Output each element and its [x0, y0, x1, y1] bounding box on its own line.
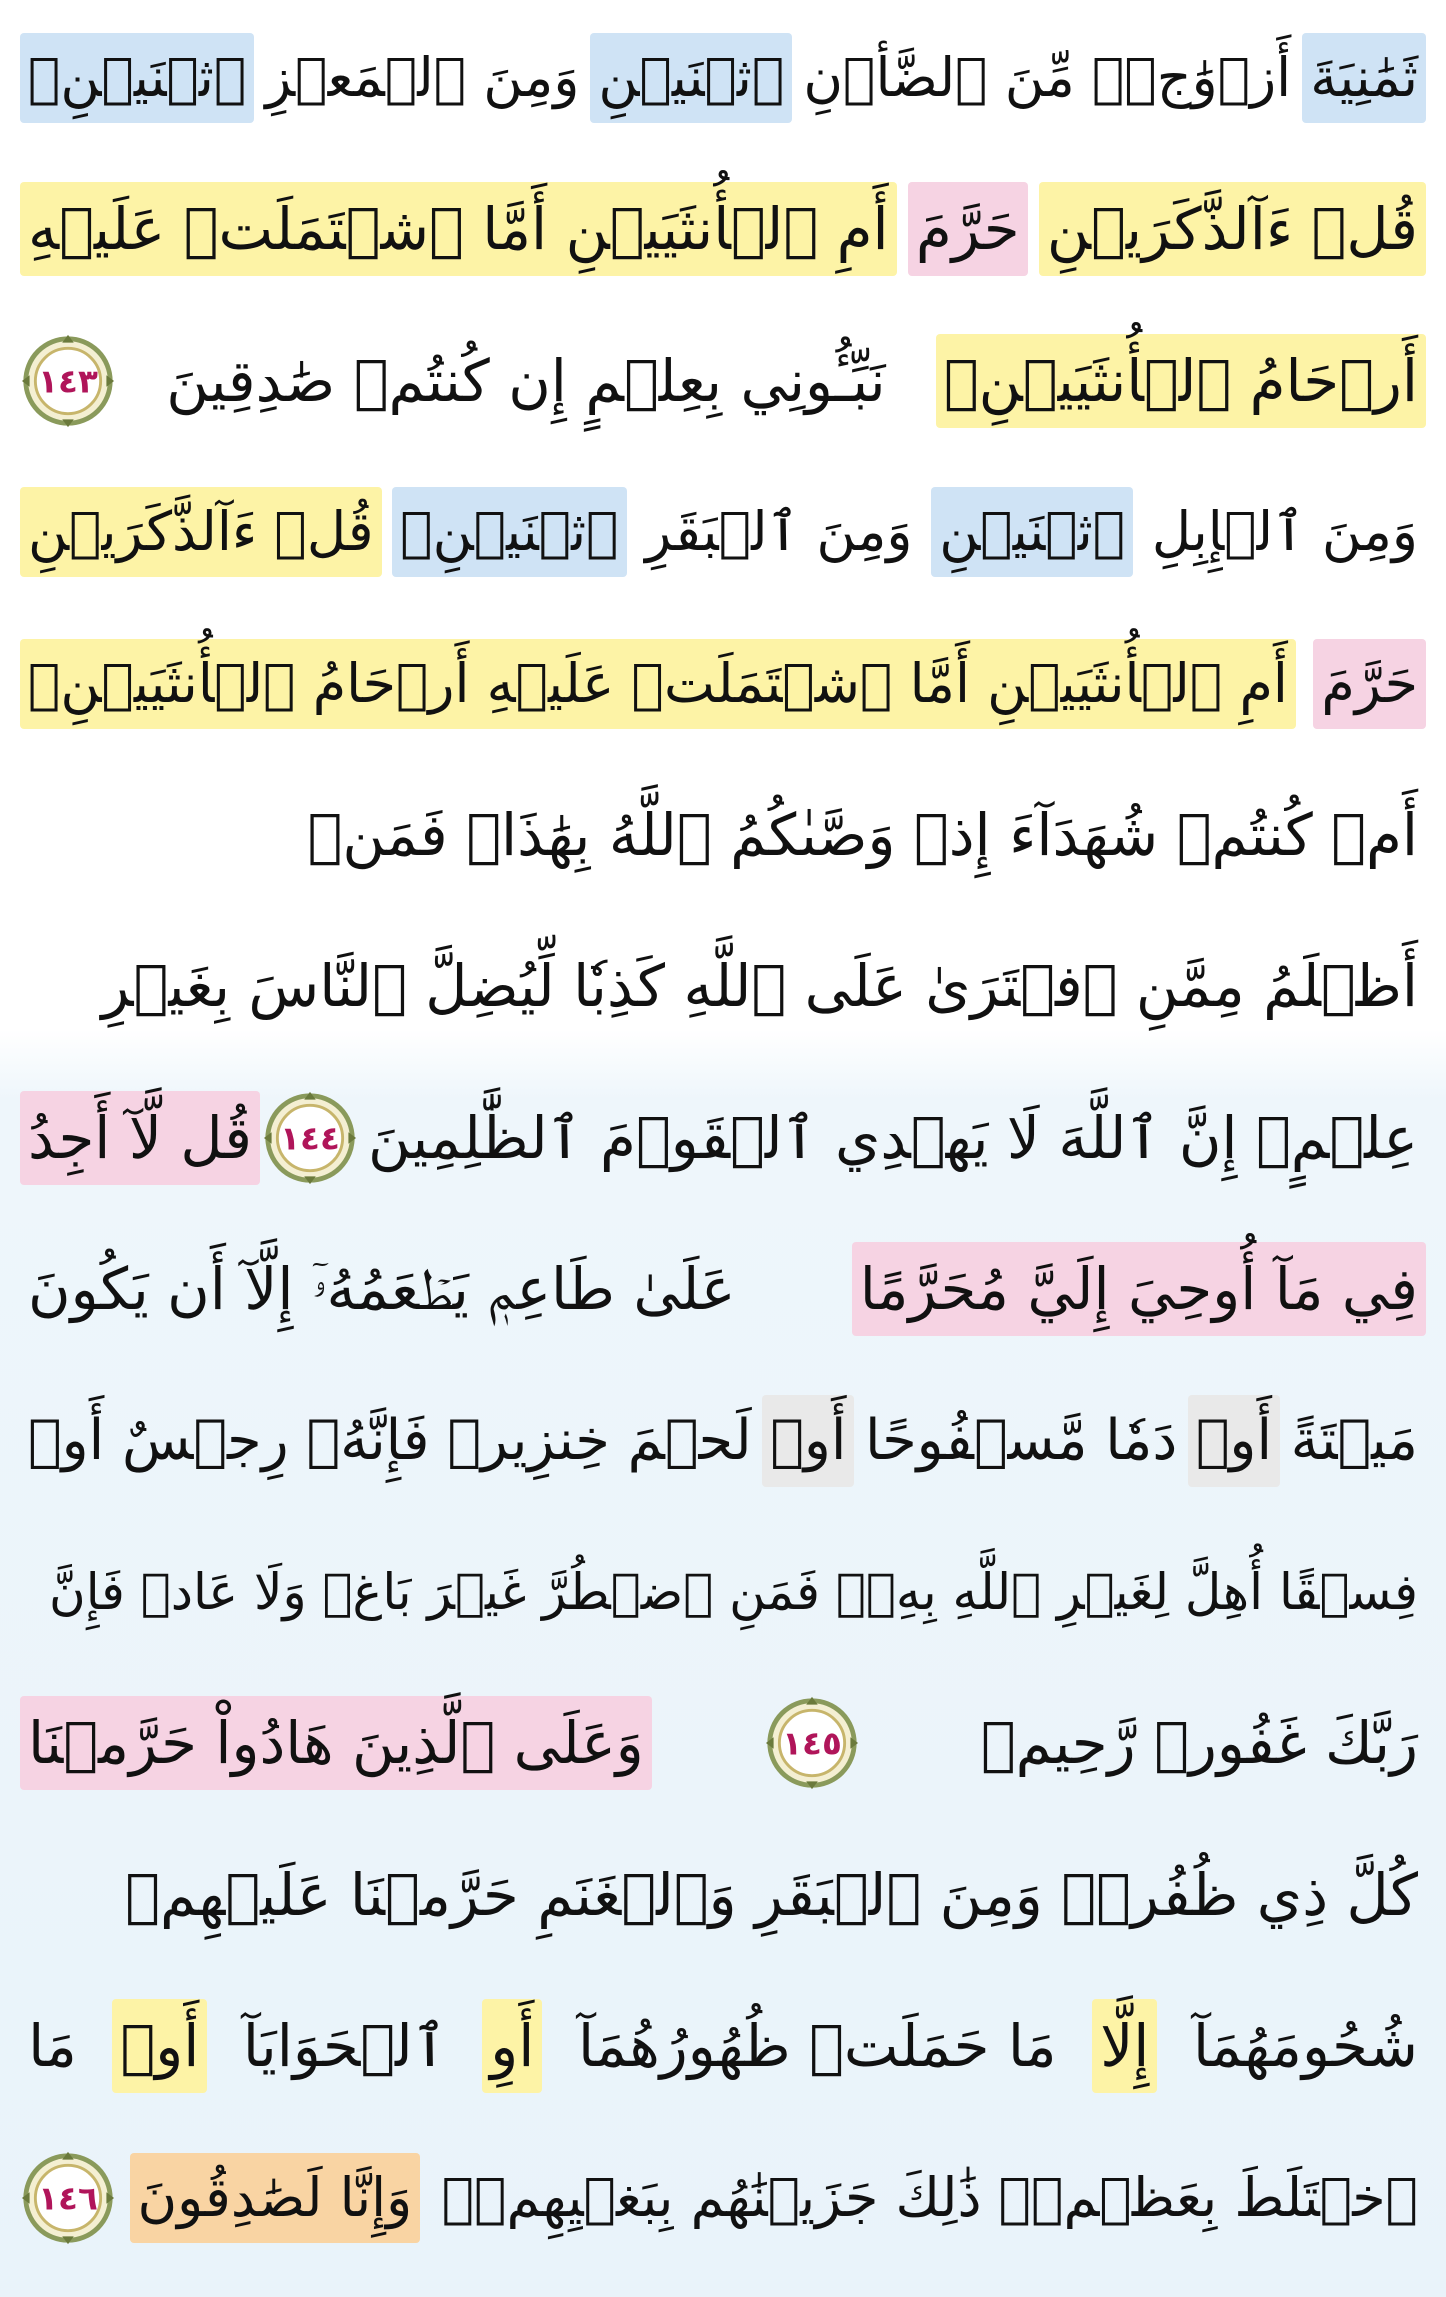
highlighted-phrase: حَرَّمَ	[908, 182, 1028, 276]
ayah-marker-ornament-icon	[20, 2150, 116, 2246]
verse-line	[20, 8, 1426, 148]
verse-line	[20, 765, 1426, 905]
verse-line	[20, 311, 1426, 451]
verse-text: عِلۡمٍۚ إِنَّ ٱللَّهَ لَا يَهۡدِي ٱلۡقَوۡمَ ٱلظَّٰلِمِينَ	[367, 1103, 1418, 1172]
highlighted-phrase: أَوۡ	[1188, 1395, 1280, 1487]
verse-text: أَمۡ كُنتُمۡ شُهَدَآءَ إِذۡ وَصَّىٰكُمُ ٱللَّهُ بِهَٰذَاۚ فَمَنۡ	[307, 801, 1418, 869]
verse-line	[20, 1371, 1426, 1511]
verse-text: رَبَّكَ غَفُورٞ رَّحِيمٞ	[980, 1709, 1418, 1778]
verse-text: شُحُومَهُمَآ	[1192, 2012, 1418, 2081]
ayah-number: ١٤٣	[38, 362, 98, 401]
verse-line	[20, 1068, 1426, 1208]
ayah-marker-ornament-icon	[764, 1695, 860, 1791]
ayah-number-marker	[764, 1695, 860, 1791]
verse-text: كُلَّ ذِي ظُفُرٖۖ وَمِنَ ٱلۡبَقَرِ وَٱلۡغَنَمِ حَرَّمۡنَا عَلَيۡهِمۡ	[125, 1860, 1418, 1929]
highlighted-phrase: ٱثۡنَيۡنِۗ	[392, 487, 626, 577]
verse-text: وَمِنَ ٱلۡبَقَرِ	[645, 500, 913, 564]
verse-text: دَمٗا مَّسۡفُوحًا	[865, 1407, 1178, 1473]
highlighted-phrase: فِي مَآ أُوحِيَ إِلَيَّ مُحَرَّمًا	[852, 1242, 1426, 1336]
highlighted-phrase: ٱثۡنَيۡنِ	[931, 487, 1133, 577]
verse-line	[20, 159, 1426, 299]
verse-text: مَيۡتَةً	[1290, 1407, 1418, 1473]
highlighted-phrase: أَوۡ	[762, 1395, 854, 1487]
verse-line	[20, 916, 1426, 1056]
verse-text: عَلَىٰ طَاعِمٖ يَطۡعَمُهُۥٓ إِلَّآ أَن يَكُونَ	[28, 1255, 736, 1324]
highlighted-phrase: وَعَلَى ٱلَّذِينَ هَادُواْ حَرَّمۡنَا	[20, 1696, 652, 1790]
verse-line	[20, 1522, 1426, 1662]
verse-line	[20, 1825, 1426, 1965]
highlighted-phrase: قُلۡ ءَآلذَّكَرَيۡنِ	[20, 487, 382, 577]
highlighted-phrase: وَإِنَّا لَصَٰدِقُونَ	[130, 2153, 421, 2243]
verse-line	[20, 462, 1426, 602]
verse-text: مَا	[28, 2012, 77, 2081]
ayah-number: ١٤٦	[38, 2179, 98, 2218]
verse-text: ٱلۡحَوَايَآ	[242, 2012, 447, 2081]
highlighted-phrase: أَوِ	[482, 1999, 542, 2093]
ayah-marker-ornament-icon	[20, 333, 116, 429]
ayah-marker-ornament-icon	[262, 1090, 358, 1186]
highlighted-phrase: أَمِ ٱلۡأُنثَيَيۡنِ أَمَّا ٱشۡتَمَلَتۡ عَلَيۡهِ	[20, 182, 897, 276]
verse-text: وَمِنَ ٱلۡإِبِلِ	[1151, 500, 1418, 564]
highlighted-phrase: ثَمَٰنِيَةَ	[1302, 33, 1426, 123]
highlighted-phrase: قُلۡ ءَآلذَّكَرَيۡنِ	[1039, 182, 1426, 276]
highlighted-phrase: حَرَّمَ	[1313, 639, 1426, 729]
verse-text: وَمِنَ ٱلۡمَعۡزِ	[265, 46, 580, 109]
highlighted-phrase: إِلَّا	[1092, 1999, 1157, 2093]
verse-text: لَحۡمَ خِنزِيرٖ فَإِنَّهُۥ رِجۡسٌ أَوۡ	[28, 1407, 752, 1473]
verse-text: نَبِّـُٔونِي بِعِلۡمٍ إِن كُنتُمۡ صَٰدِقِينَ	[166, 346, 886, 415]
highlighted-phrase: أَرۡحَامُ ٱلۡأُنثَيَيۡنِۖ	[936, 334, 1426, 428]
highlighted-phrase: ٱثۡنَيۡنِۗ	[20, 33, 254, 123]
ayah-number: ١٤٥	[782, 1724, 843, 1763]
verse-line	[20, 614, 1426, 754]
ayah-number-marker	[20, 2150, 116, 2246]
highlighted-phrase: قُل لَّآ أَجِدُ	[20, 1091, 260, 1185]
highlighted-phrase: ٱثۡنَيۡنِ	[590, 33, 792, 123]
highlighted-phrase: أَوۡ	[112, 1999, 207, 2093]
verse-line	[20, 1219, 1426, 1359]
ayah-number-marker	[262, 1090, 358, 1186]
verse-line	[20, 2128, 1426, 2268]
verse-line	[20, 1976, 1426, 2116]
highlighted-phrase: أَمِ ٱلۡأُنثَيَيۡنِ أَمَّا ٱشۡتَمَلَتۡ عَلَيۡهِ أَرۡحَامُ ٱلۡأُنثَيَيۡنِۖ	[20, 639, 1296, 729]
verse-text: مَا حَمَلَتۡ ظُهُورُهُمَآ	[578, 2012, 1057, 2081]
verse-text: ٱخۡتَلَطَ بِعَظۡمٖۚ ذَٰلِكَ جَزَيۡنَٰهُم بِبَغۡيِهِمۡۖ	[441, 2165, 1418, 2229]
verse-text: فِسۡقًا أُهِلَّ لِغَيۡرِ ٱللَّهِ بِهِۦۚ فَمَنِ ٱضۡطُرَّ غَيۡرَ بَاغٖ وَلَا عَادٖ فَإِنَّ	[49, 1563, 1418, 1621]
verse-line	[20, 1673, 1426, 1813]
verse-text: أَزۡوَٰجٖۖ مِّنَ ٱلضَّأۡنِ	[803, 46, 1292, 109]
ayah-number-marker	[20, 333, 116, 429]
ayah-number: ١٤٤	[280, 1119, 340, 1158]
verse-text: أَظۡلَمُ مِمَّنِ ٱفۡتَرَىٰ عَلَى ٱللَّهِ كَذِبٗا لِّيُضِلَّ ٱلنَّاسَ بِغَيۡرِ	[101, 952, 1418, 1021]
